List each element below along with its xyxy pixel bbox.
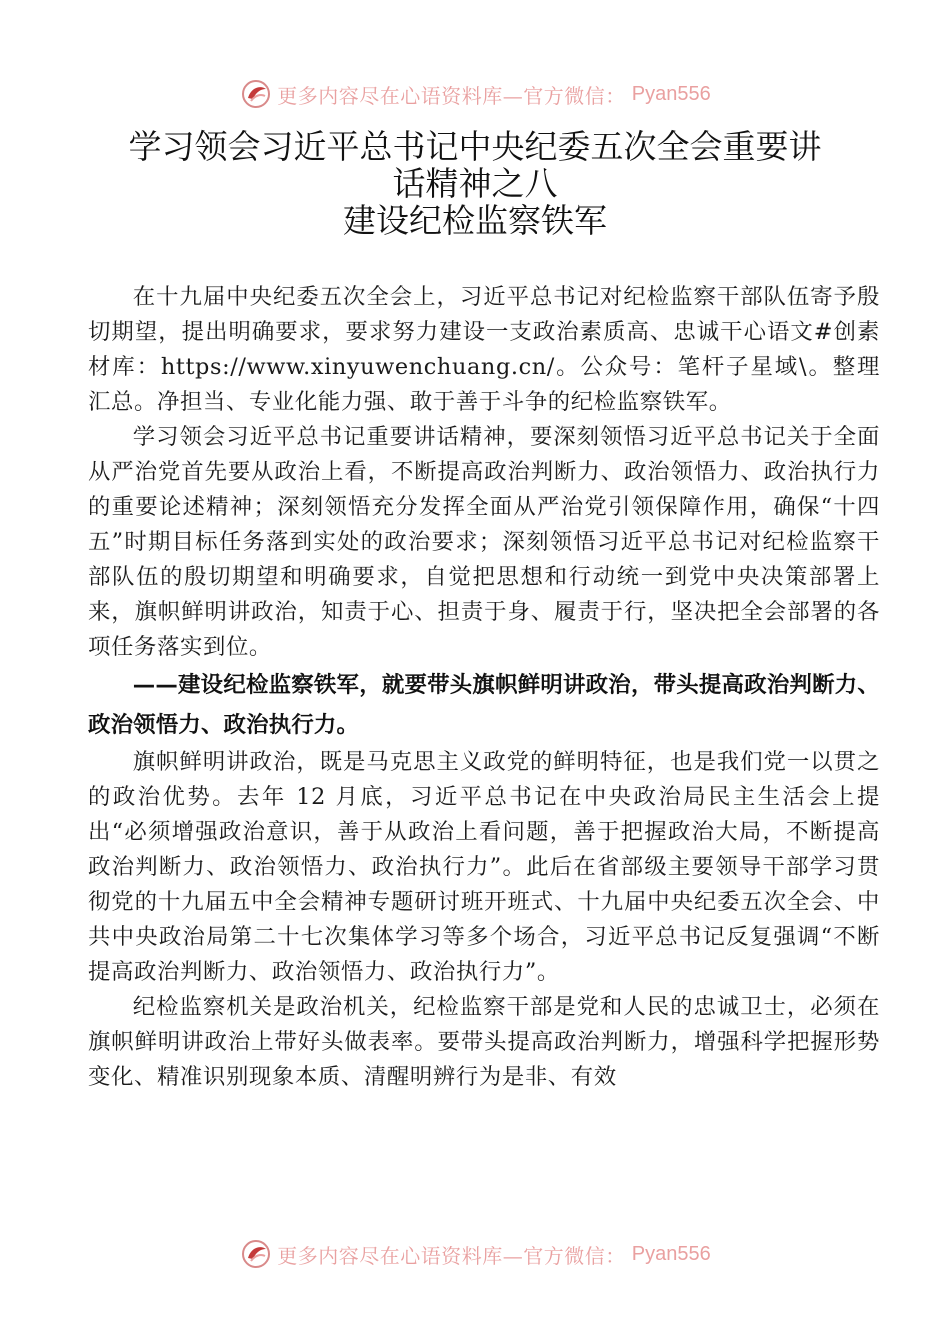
banner-text: 更多内容尽在心语资料库—官方微信： — [277, 1243, 626, 1268]
banner-wechat-handle: Pyan556 — [631, 82, 711, 105]
brand-logo-icon — [239, 77, 273, 111]
banner-wechat-handle: Pyan556 — [631, 1242, 711, 1265]
page-title — [60, 128, 890, 239]
header-watermark-banner — [0, 74, 950, 114]
paragraph: 纪检监察机关是政治机关，纪检监察干部是党和人民的忠诚卫士，必须在旗帜鲜明讲政治上带好头做表率。要带头提高政治判断力，增强科学把握形势变化、精准识别现象本质、清醒明辨行为是非、有效 — [88, 994, 880, 1090]
brand-logo-icon — [239, 1237, 273, 1271]
paragraph: 在十九届中央纪委五次全会上，习近平总书记对纪检监察干部队伍寄予殷切期望，提出明确要求，要求努力建设一支政治素质高、忠诚干心语文#创素材库：https://www.xinyuwenchuang.cn/。公众号：笔杆子星域\。整理汇总。净担当、专业化能力强、敢于善于斗争的纪检监察铁军。 — [88, 284, 880, 415]
banner-text: 更多内容尽在心语资料库—官方微信： — [277, 83, 626, 108]
bold-subheading: ——建设纪检监察铁军，就要带头旗帜鲜明讲政治，带头提高政治判断力、政治领悟力、政治执行力。 — [88, 672, 880, 738]
paragraph: 旗帜鲜明讲政治，既是马克思主义政党的鲜明特征，也是我们党一以贯之的政治优势。去年 12 月底，习近平总书记在中央政治局民主生活会上提出“必须增强政治意识，善于从政治上看问题，善于把握政治大局，不断提高政治判断力、政治领悟力、政治执行力”。此后在省部级主要领导干部学习贯彻党的十九届五中全会精神专题研讨班开班式、十九届中央纪委五次全会、中共中央政治局第二十七次集体学习等多个场合，习近平总书记反复强调“不断提高政治判断力、政治领悟力、政治执行力”。 — [88, 749, 880, 985]
title-line-3: 建设纪检监察铁军 — [343, 201, 607, 240]
title-line-2: 话精神之八 — [392, 164, 558, 203]
title-line-1: 学习领会习近平总书记中央纪委五次全会重要讲 — [128, 127, 822, 166]
footer-watermark-banner — [0, 1234, 950, 1274]
paragraph: 学习领会习近平总书记重要讲话精神，要深刻领悟习近平总书记关于全面从严治党首先要从政治上看，不断提高政治判断力、政治领悟力、政治执行力的重要论述精神；深刻领悟充分发挥全面从严治党引领保障作用，确保“十四五”时期目标任务落到实处的政治要求；深刻领悟习近平总书记对纪检监察干部队伍的殷切期望和明确要求，自觉把思想和行动统一到党中央决策部署上来，旗帜鲜明讲政治，知责于心、担责于身、履责于行，坚决把全会部署的各项任务落实到位。 — [88, 424, 880, 660]
article-body — [88, 280, 880, 1095]
